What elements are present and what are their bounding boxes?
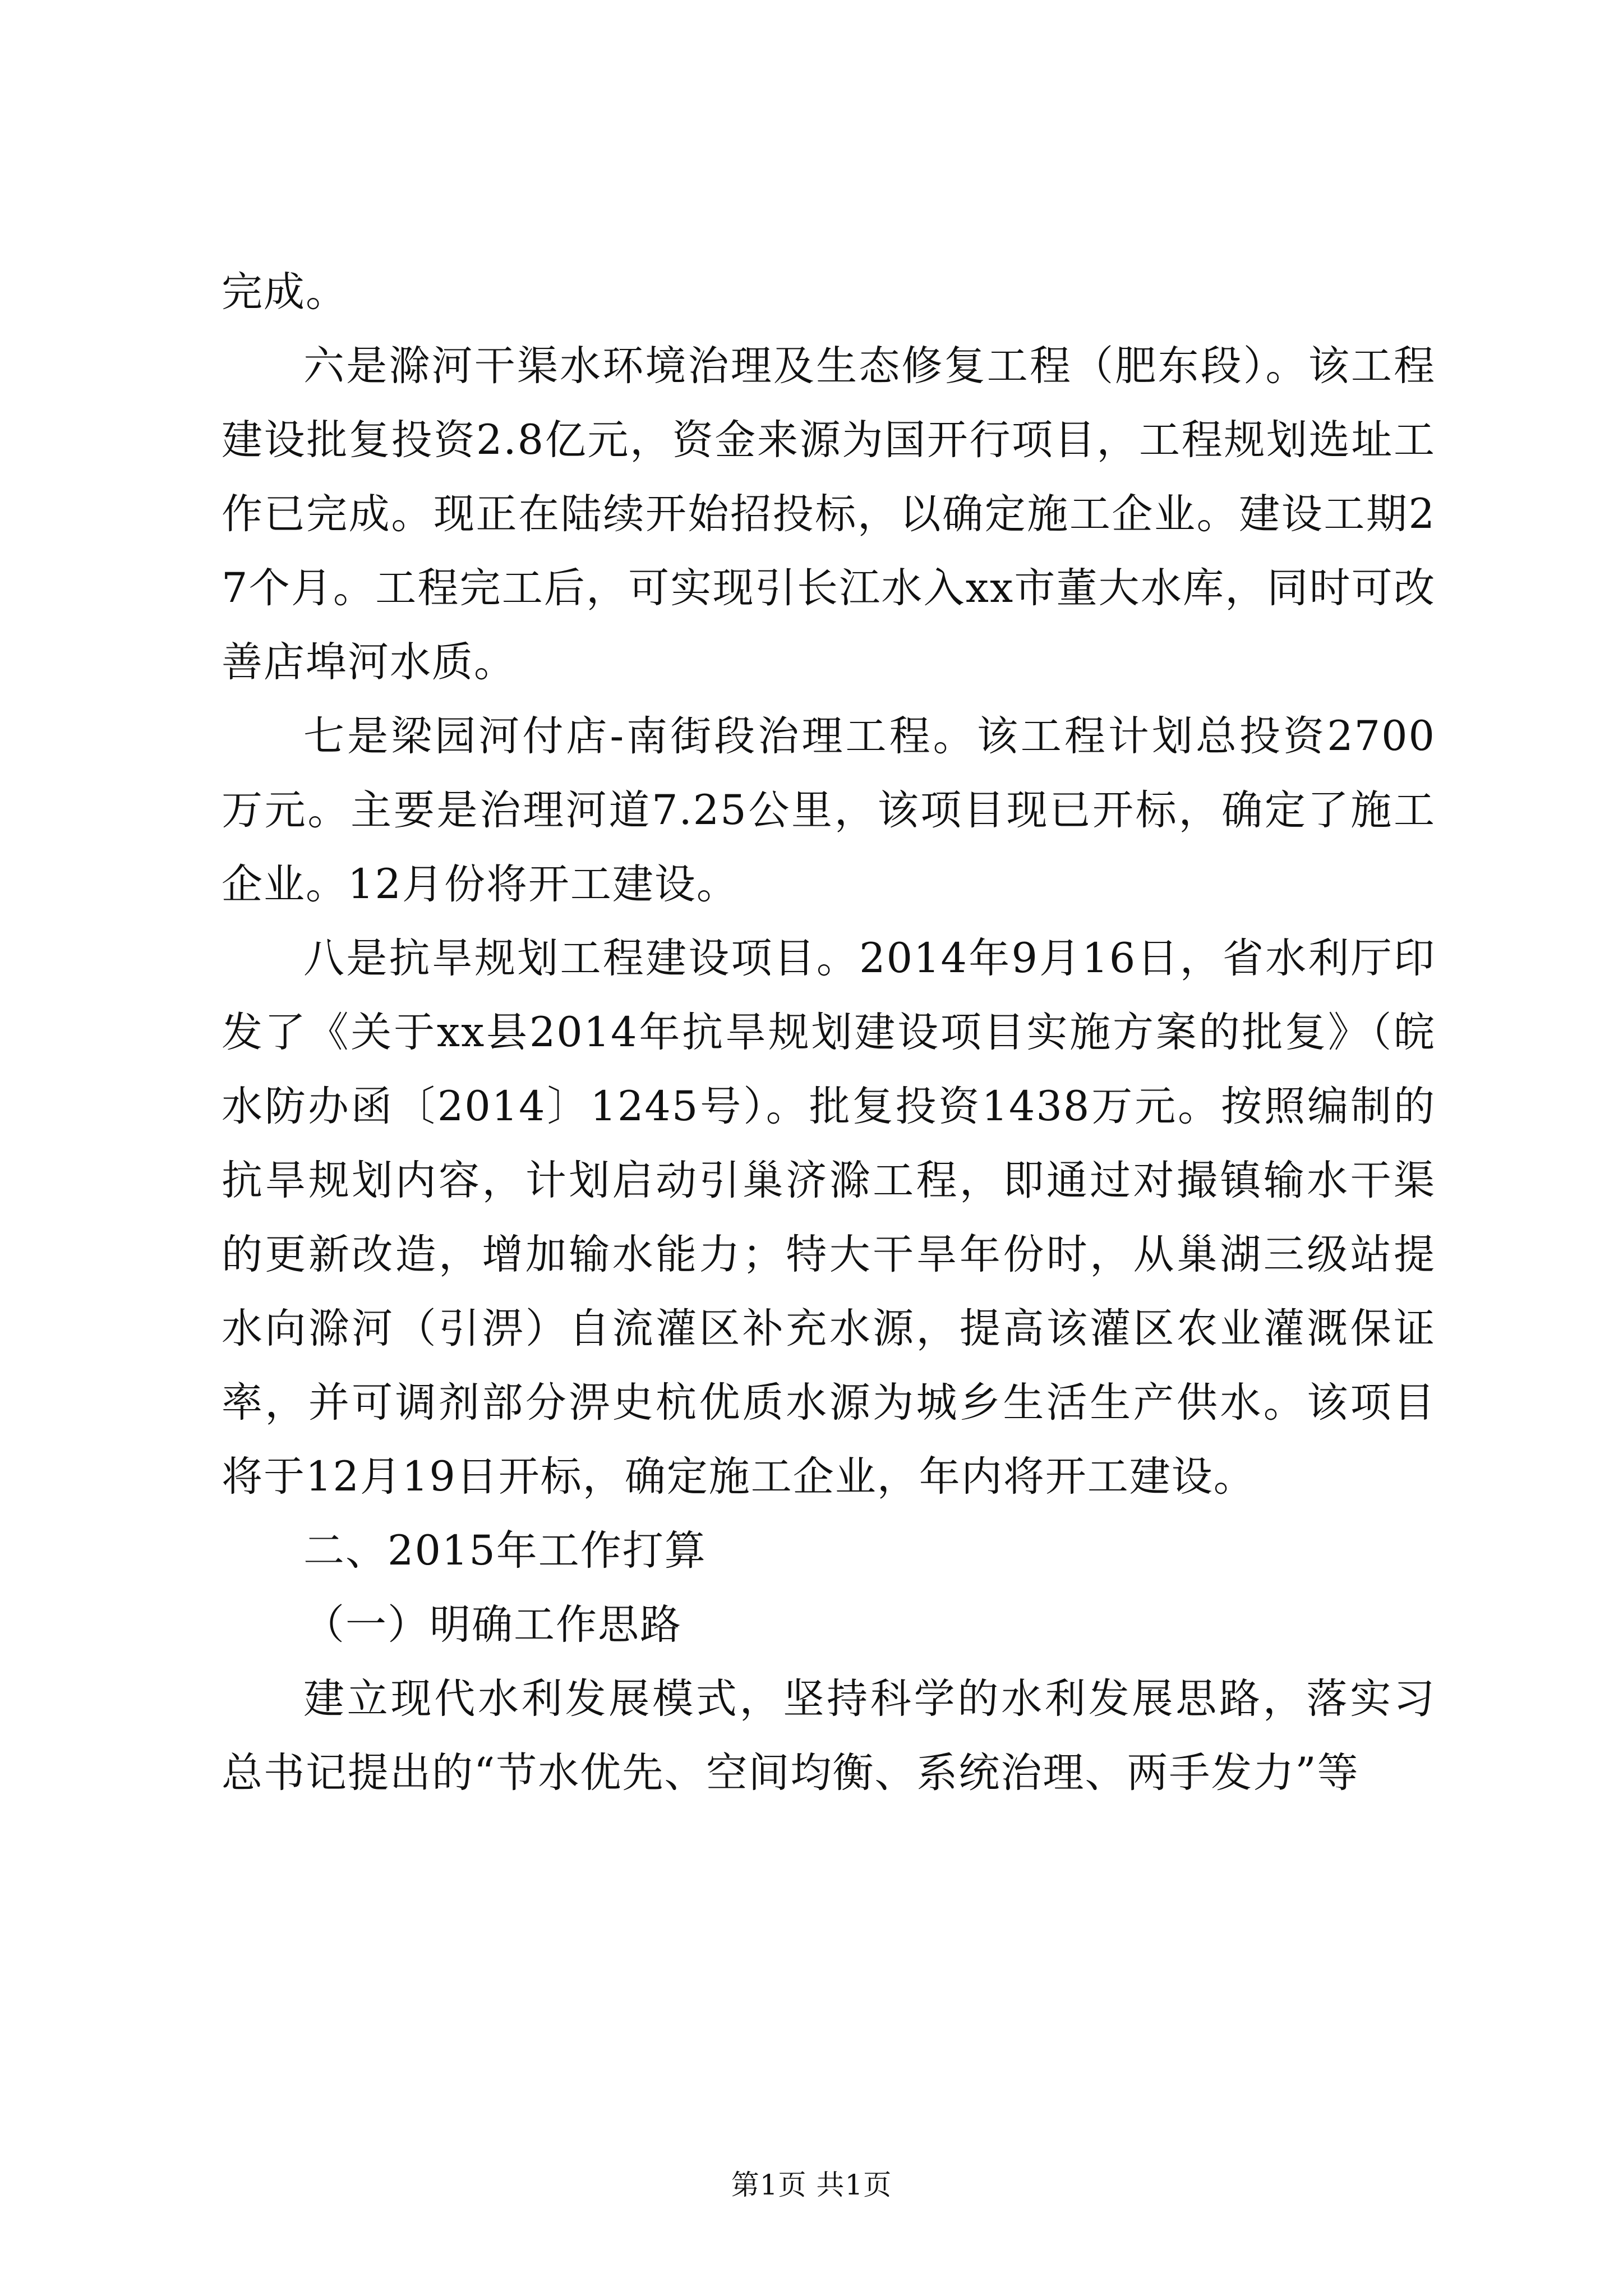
page-footer: 第1页 共1页: [731, 2169, 892, 2201]
paragraph-continuation: 完成。: [222, 268, 348, 316]
paragraph-item-7-liangyuan-river: 七是梁园河付店-南街段治理工程。该工程计划总投资2700万元。主要是治理河道7.25公里，该项目现已开标，确定了施工企业。12月份将开工建设。: [222, 712, 1436, 908]
paragraph-work-approach: 建立现代水利发展模式，坚持科学的水利发展思路，落实习总书记提出的“节水优先、空间均衡、系统治理、两手发力”等: [222, 1675, 1436, 1797]
section-heading-2015-plan: 二、2015年工作打算: [303, 1527, 707, 1575]
subsection-heading-work-approach: （一）明确工作思路: [303, 1601, 682, 1649]
paragraph-item-6-chuhe-canal: 六是滁河干渠水环境治理及生态修复工程（肥东段）。该工程建设批复投资2.8亿元，资金来源为国开行项目，工程规划选址工作已完成。现正在陆续开始招投标，以确定施工企业。建设工期27个月。工程完工后，可实现引长江水入xx市董大水库，同时可改善店埠河水质。: [222, 342, 1436, 686]
document-body: [222, 255, 1436, 1810]
paragraph-item-8-drought-relief: 八是抗旱规划工程建设项目。2014年9月16日，省水利厅印发了《关于xx县2014年抗旱规划建设项目实施方案的批复》（皖水防办函〔2014〕1245号）。批复投资1438万元。按照编制的抗旱规划内容，计划启动引巢济滁工程，即通过对撮镇输水干渠的更新改造，增加输水能力；特大干旱年份时，从巢湖三级站提水向滁河（引淠）自流灌区补充水源，提高该灌区农业灌溉保证率，并可调剂部分淠史杭优质水源为城乡生活生产供水。该项目将于12月19日开标，确定施工企业，年内将开工建设。: [222, 935, 1436, 1501]
